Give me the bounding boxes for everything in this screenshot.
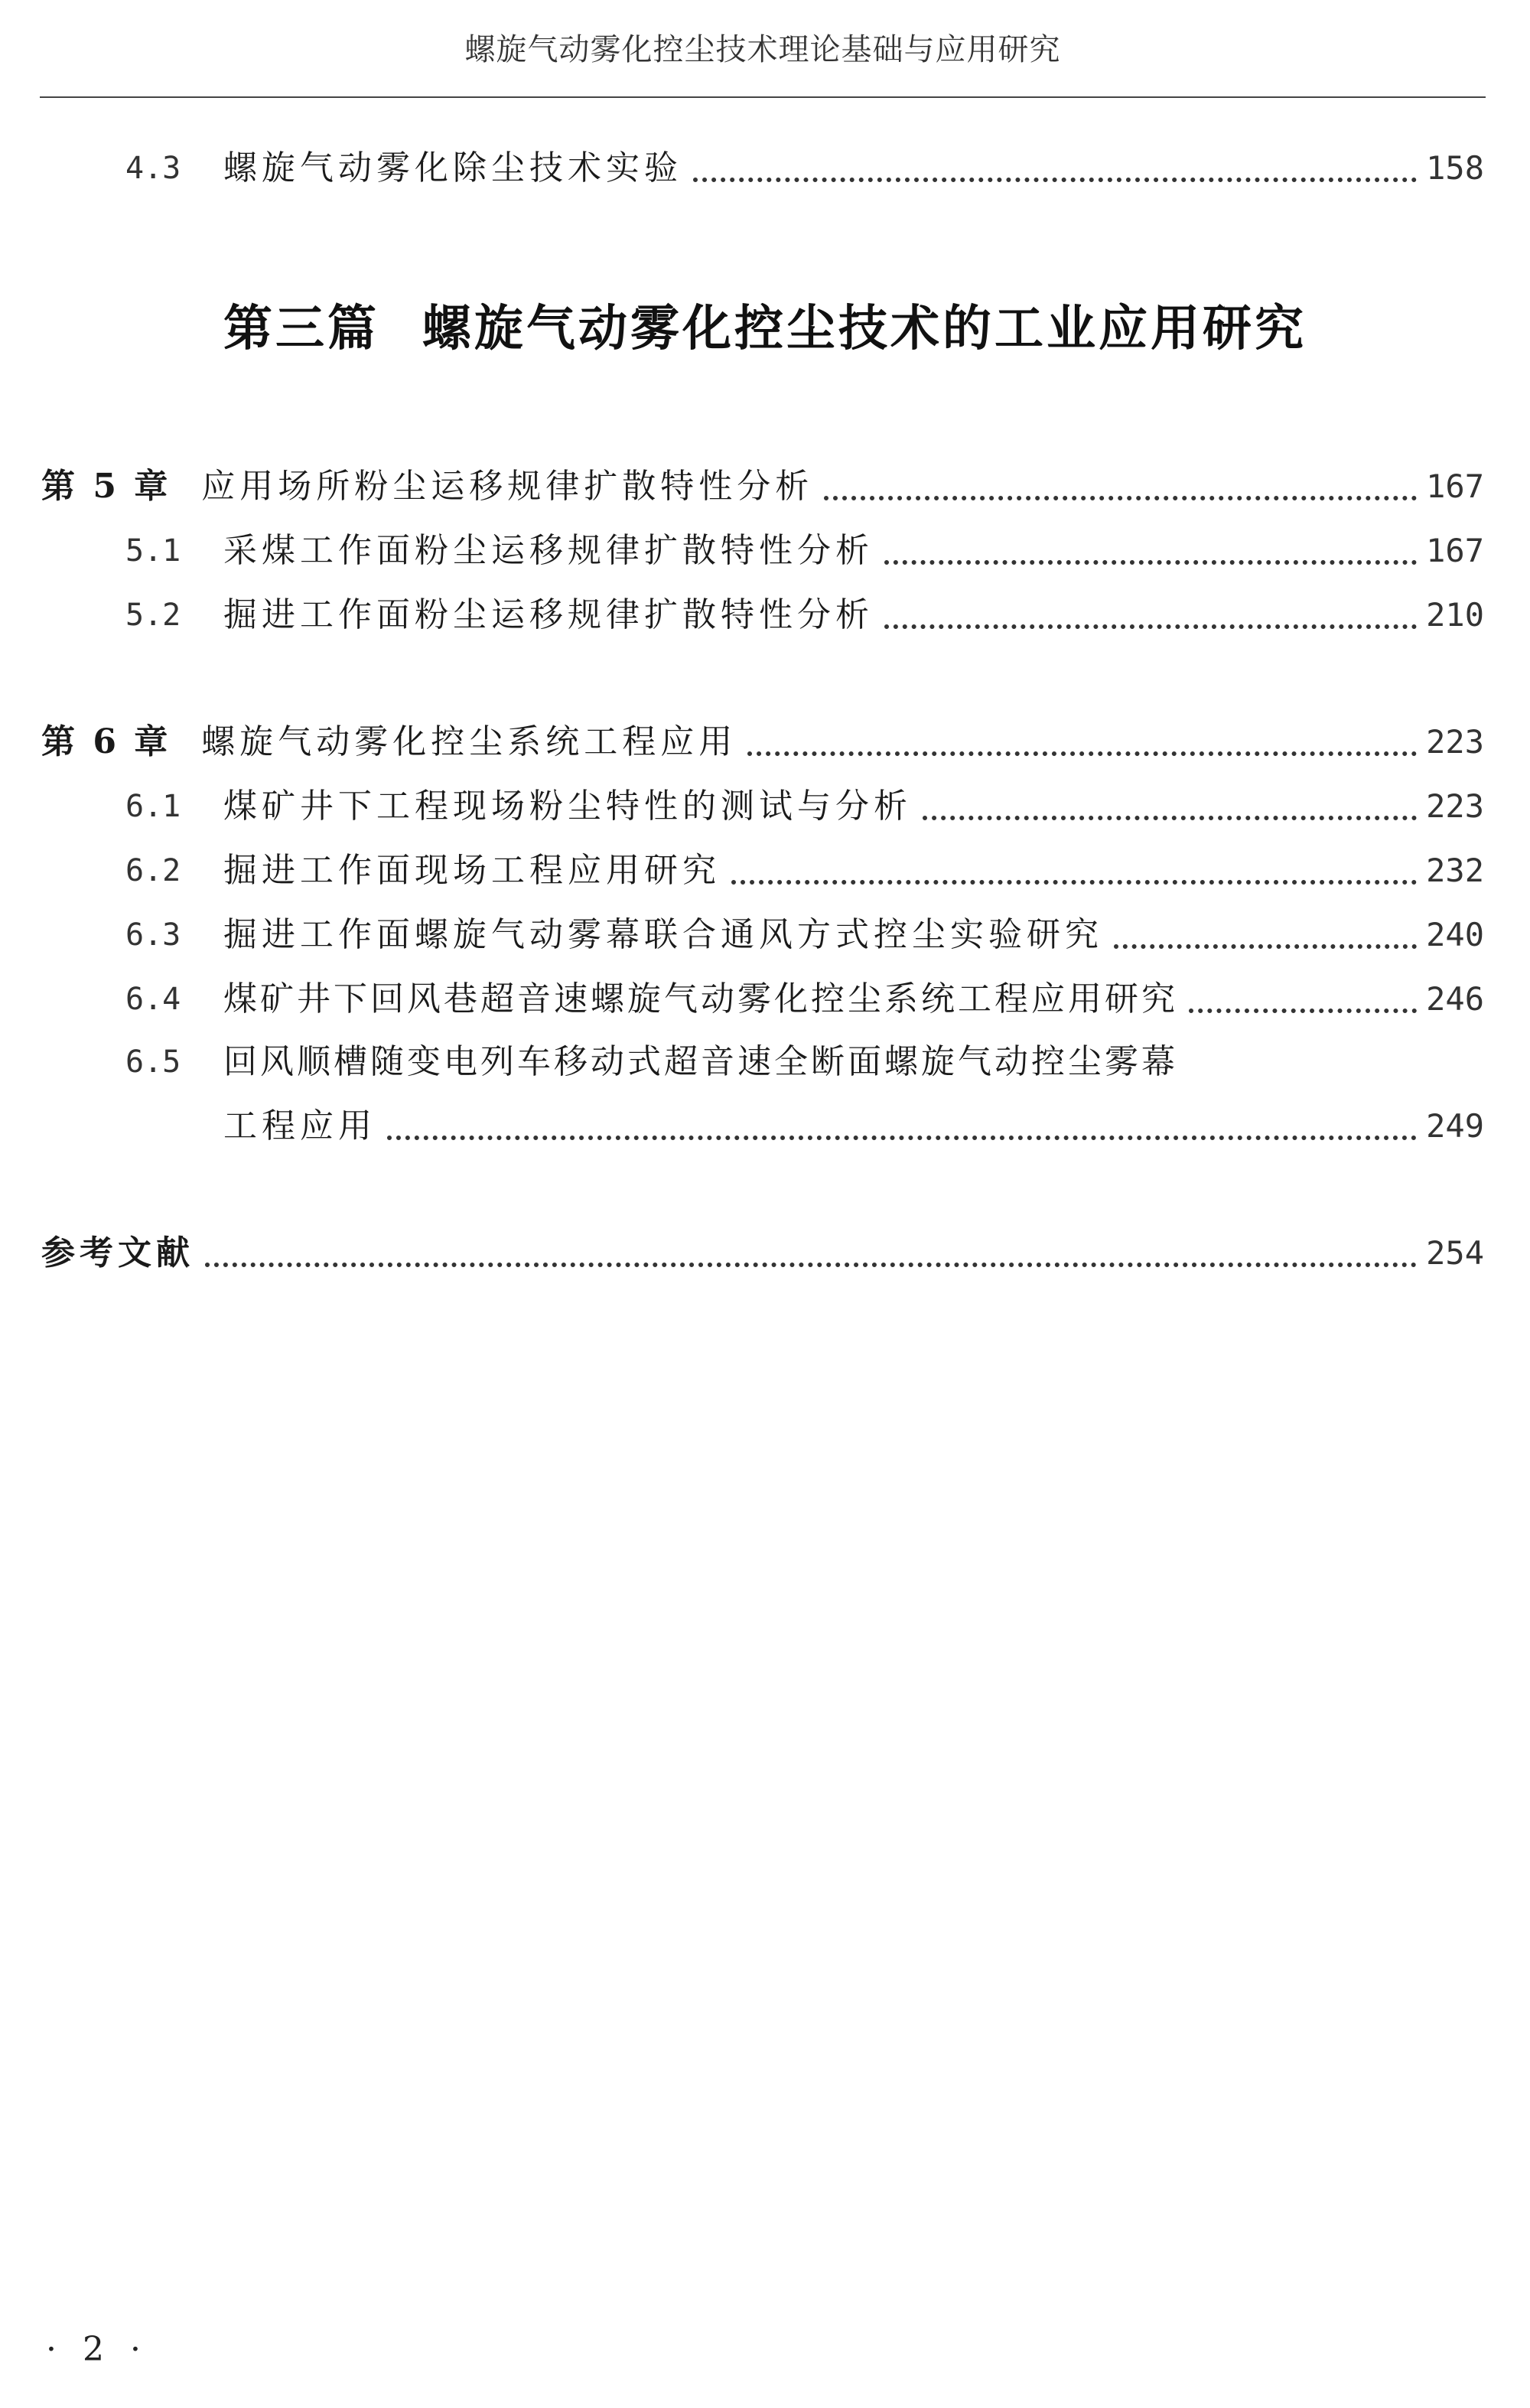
section-number: 5.1 [125, 533, 181, 569]
dot-leader [747, 751, 1417, 756]
toc-entry-6-2[interactable] [0, 846, 1484, 895]
section-number: 6.3 [125, 917, 181, 953]
dot-leader [731, 880, 1417, 885]
page-number: 167 [1426, 468, 1484, 505]
section-title: 掘进工作面现场工程应用研究 [223, 851, 721, 890]
toc-entry-5-2[interactable] [0, 591, 1484, 640]
chapter-label: 第 6 章 [41, 722, 171, 761]
page-number: 158 [1426, 149, 1484, 187]
section-title: 掘进工作面粉尘运移规律扩散特性分析 [223, 595, 874, 634]
toc-entry-6-3[interactable] [0, 911, 1484, 960]
references-title: 参考文献 [41, 1233, 194, 1272]
toc-entry-6-1[interactable] [0, 782, 1484, 831]
page-number: 167 [1426, 532, 1484, 569]
page-number: 223 [1426, 723, 1484, 761]
page-number: 249 [1426, 1107, 1484, 1145]
toc-entry-4-3[interactable] [0, 144, 1484, 193]
section-title-continuation: 工程应用 [223, 1106, 376, 1145]
page-number: 223 [1426, 787, 1484, 825]
chapter-title: 螺旋气动雾化控尘系统工程应用 [201, 722, 737, 761]
section-number: 6.2 [125, 853, 181, 888]
page-folio: · 2 · [46, 2330, 148, 2369]
page-number: 210 [1426, 596, 1484, 634]
section-title: 煤矿井下回风巷超音速螺旋气动雾化控尘系统工程应用研究 [223, 979, 1178, 1018]
dot-leader [923, 816, 1417, 820]
dot-leader [205, 1263, 1417, 1267]
toc-entry-5-1[interactable] [0, 526, 1484, 575]
section-title: 煤矿井下工程现场粉尘特性的测试与分析 [223, 787, 912, 826]
dot-leader [1189, 1008, 1417, 1013]
part-heading [0, 291, 1530, 367]
section-title: 螺旋气动雾化除尘技术实验 [223, 148, 682, 187]
dot-leader [1114, 944, 1417, 949]
dot-leader [884, 560, 1417, 565]
dot-leader [884, 624, 1417, 629]
page-number: 254 [1426, 1234, 1484, 1272]
section-title: 掘进工作面螺旋气动雾幕联合通风方式控尘实验研究 [223, 915, 1103, 954]
toc-entry-6-5[interactable] [0, 1038, 1484, 1087]
section-number: 6.4 [125, 982, 181, 1017]
toc-chapter-6[interactable] [0, 718, 1484, 767]
dot-leader [824, 496, 1417, 500]
section-number: 4.3 [125, 151, 181, 186]
section-number: 6.5 [125, 1044, 181, 1080]
section-number: 6.1 [125, 789, 181, 824]
toc-entry-6-5-cont[interactable] [0, 1102, 1484, 1151]
section-title: 回风顺槽随变电列车移动式超音速全断面螺旋气动控尘雾幕 [223, 1042, 1178, 1081]
chapter-title: 应用场所粉尘运移规律扩散特性分析 [201, 467, 814, 506]
chapter-label: 第 5 章 [41, 467, 171, 506]
page-number: 232 [1426, 852, 1484, 889]
running-head: 螺旋气动雾化控尘技术理论基础与应用研究 [40, 28, 1486, 98]
toc-references[interactable] [0, 1229, 1484, 1278]
page-number: 246 [1426, 980, 1484, 1018]
dot-leader [387, 1136, 1417, 1140]
toc-entry-6-4[interactable] [0, 975, 1484, 1024]
part-label: 第三篇 [223, 300, 379, 357]
toc-chapter-5[interactable] [0, 462, 1484, 511]
part-title: 螺旋气动雾化控尘技术的工业应用研究 [422, 300, 1307, 357]
page-number: 240 [1426, 916, 1484, 953]
section-title: 采煤工作面粉尘运移规律扩散特性分析 [223, 531, 874, 570]
section-number: 5.2 [125, 598, 181, 633]
dot-leader [693, 178, 1417, 182]
